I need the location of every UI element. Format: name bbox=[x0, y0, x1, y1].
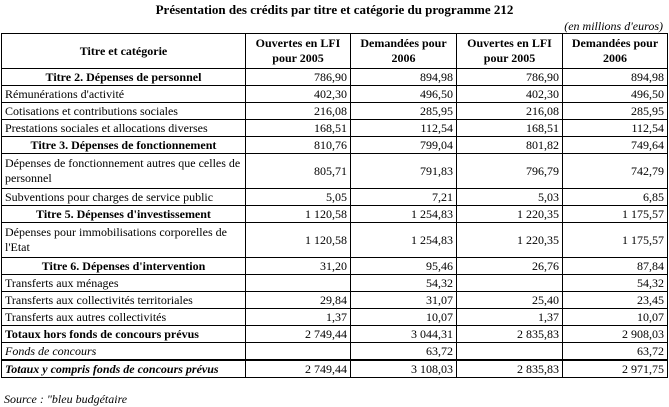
cell-value: 786,90 bbox=[246, 69, 351, 86]
cell-value: 1 254,83 bbox=[351, 206, 457, 223]
cell-value: 112,54 bbox=[351, 120, 457, 137]
cell-value: 5,05 bbox=[246, 189, 351, 206]
cell-value: 112,54 bbox=[563, 120, 668, 137]
row-label: Dépenses de fonctionnement autres que celles de personnel bbox=[2, 154, 246, 189]
cell-value: 801,82 bbox=[457, 137, 563, 154]
table-row bbox=[2, 86, 668, 103]
table-row bbox=[2, 103, 668, 120]
cell-value: 1 175,57 bbox=[563, 206, 668, 223]
cell-value: 285,95 bbox=[351, 103, 457, 120]
table-row bbox=[2, 309, 668, 326]
table-row bbox=[2, 189, 668, 206]
cell-value: 894,98 bbox=[351, 69, 457, 86]
cell-value: 54,32 bbox=[351, 275, 457, 292]
table-row bbox=[2, 326, 668, 343]
source-note: Source : "bleu budgétaire bbox=[4, 392, 128, 406]
table-row bbox=[2, 69, 668, 86]
cell-value bbox=[457, 275, 563, 292]
cell-value: 402,30 bbox=[246, 86, 351, 103]
cell-value: 1 175,57 bbox=[563, 223, 668, 258]
row-label: Titre 2. Dépenses de personnel bbox=[2, 69, 246, 86]
cell-value: 54,32 bbox=[563, 275, 668, 292]
table-row bbox=[2, 154, 668, 189]
cell-value: 26,76 bbox=[457, 258, 563, 275]
cell-value: 402,30 bbox=[457, 86, 563, 103]
cell-value: 1 254,83 bbox=[351, 223, 457, 258]
table-row bbox=[2, 292, 668, 309]
header-row bbox=[2, 34, 668, 69]
table-row bbox=[2, 275, 668, 292]
row-label: Prestations sociales et allocations diverses bbox=[2, 120, 246, 137]
row-label: Cotisations et contributions sociales bbox=[2, 103, 246, 120]
cell-value: 1,37 bbox=[457, 309, 563, 326]
cell-value: 168,51 bbox=[457, 120, 563, 137]
cell-value: 25,40 bbox=[457, 292, 563, 309]
table-title: Présentation des crédits par titre et catégorie du programme 212 bbox=[155, 2, 514, 17]
table-row bbox=[2, 137, 668, 154]
table-row bbox=[2, 258, 668, 275]
cell-value: 29,84 bbox=[246, 292, 351, 309]
cell-value: 810,76 bbox=[246, 137, 351, 154]
cell-value: 2 749,44 bbox=[246, 360, 351, 378]
cell-value: 3 108,03 bbox=[351, 360, 457, 378]
cell-value: 10,07 bbox=[351, 309, 457, 326]
cell-value: 742,79 bbox=[563, 154, 668, 189]
credits-table bbox=[1, 33, 668, 378]
header-cell: Titre et catégorie bbox=[2, 34, 246, 69]
cell-value: 1 220,35 bbox=[457, 223, 563, 258]
table-row bbox=[2, 360, 668, 378]
cell-value: 2 835,83 bbox=[457, 326, 563, 343]
table-row bbox=[2, 206, 668, 223]
cell-value: 7,21 bbox=[351, 189, 457, 206]
cell-value: 496,50 bbox=[563, 86, 668, 103]
row-label: Dépenses pour immobilisations corporelles de l'Etat bbox=[2, 223, 246, 258]
cell-value: 1 120,58 bbox=[246, 206, 351, 223]
cell-value: 799,04 bbox=[351, 137, 457, 154]
header-cell: Demandées pour 2006 bbox=[563, 34, 668, 69]
header-cell: Demandées pour 2006 bbox=[351, 34, 457, 69]
row-label: Transferts aux autres collectivités bbox=[2, 309, 246, 326]
row-label: Titre 6. Dépenses d'intervention bbox=[2, 258, 246, 275]
cell-value: 63,72 bbox=[563, 343, 668, 361]
cell-value: 216,08 bbox=[246, 103, 351, 120]
row-label: Rémunérations d'activité bbox=[2, 86, 246, 103]
cell-value: 1 220,35 bbox=[457, 206, 563, 223]
cell-value: 791,83 bbox=[351, 154, 457, 189]
table-row bbox=[2, 120, 668, 137]
row-label: Subventions pour charges de service public bbox=[2, 189, 246, 206]
cell-value: 894,98 bbox=[563, 69, 668, 86]
cell-value: 31,20 bbox=[246, 258, 351, 275]
cell-value: 2 908,03 bbox=[563, 326, 668, 343]
cell-value: 63,72 bbox=[351, 343, 457, 361]
cell-value bbox=[457, 343, 563, 361]
cell-value: 168,51 bbox=[246, 120, 351, 137]
cell-value: 786,90 bbox=[457, 69, 563, 86]
cell-value: 87,84 bbox=[563, 258, 668, 275]
cell-value: 285,95 bbox=[563, 103, 668, 120]
cell-value: 805,71 bbox=[246, 154, 351, 189]
cell-value: 2 971,75 bbox=[563, 360, 668, 378]
cell-value: 23,45 bbox=[563, 292, 668, 309]
table-row bbox=[2, 223, 668, 258]
cell-value: 796,79 bbox=[457, 154, 563, 189]
cell-value: 1,37 bbox=[246, 309, 351, 326]
cell-value: 2 835,83 bbox=[457, 360, 563, 378]
cell-value bbox=[246, 343, 351, 361]
cell-value: 95,46 bbox=[351, 258, 457, 275]
row-label: Transferts aux ménages bbox=[2, 275, 246, 292]
table-row bbox=[2, 343, 668, 361]
cell-value: 2 749,44 bbox=[246, 326, 351, 343]
cell-value bbox=[246, 275, 351, 292]
cell-value: 749,64 bbox=[563, 137, 668, 154]
cell-value: 10,07 bbox=[563, 309, 668, 326]
cell-value: 216,08 bbox=[457, 103, 563, 120]
cell-value: 31,07 bbox=[351, 292, 457, 309]
cell-value: 496,50 bbox=[351, 86, 457, 103]
row-label: Totaux hors fonds de concours prévus bbox=[2, 326, 246, 343]
row-label: Titre 5. Dépenses d'investissement bbox=[2, 206, 246, 223]
cell-value: 1 120,58 bbox=[246, 223, 351, 258]
row-label: Titre 3. Dépenses de fonctionnement bbox=[2, 137, 246, 154]
header-cell: Ouvertes en LFI pour 2005 bbox=[457, 34, 563, 69]
cell-value: 3 044,31 bbox=[351, 326, 457, 343]
unit-note: (en millions d'euros) bbox=[564, 19, 663, 33]
row-label: Totaux y compris fonds de concours prévus bbox=[2, 360, 246, 378]
row-label: Transferts aux collectivités territoriales bbox=[2, 292, 246, 309]
cell-value: 5,03 bbox=[457, 189, 563, 206]
header-cell: Ouvertes en LFI pour 2005 bbox=[246, 34, 351, 69]
row-label: Fonds de concours bbox=[2, 343, 246, 361]
cell-value: 6,85 bbox=[563, 189, 668, 206]
